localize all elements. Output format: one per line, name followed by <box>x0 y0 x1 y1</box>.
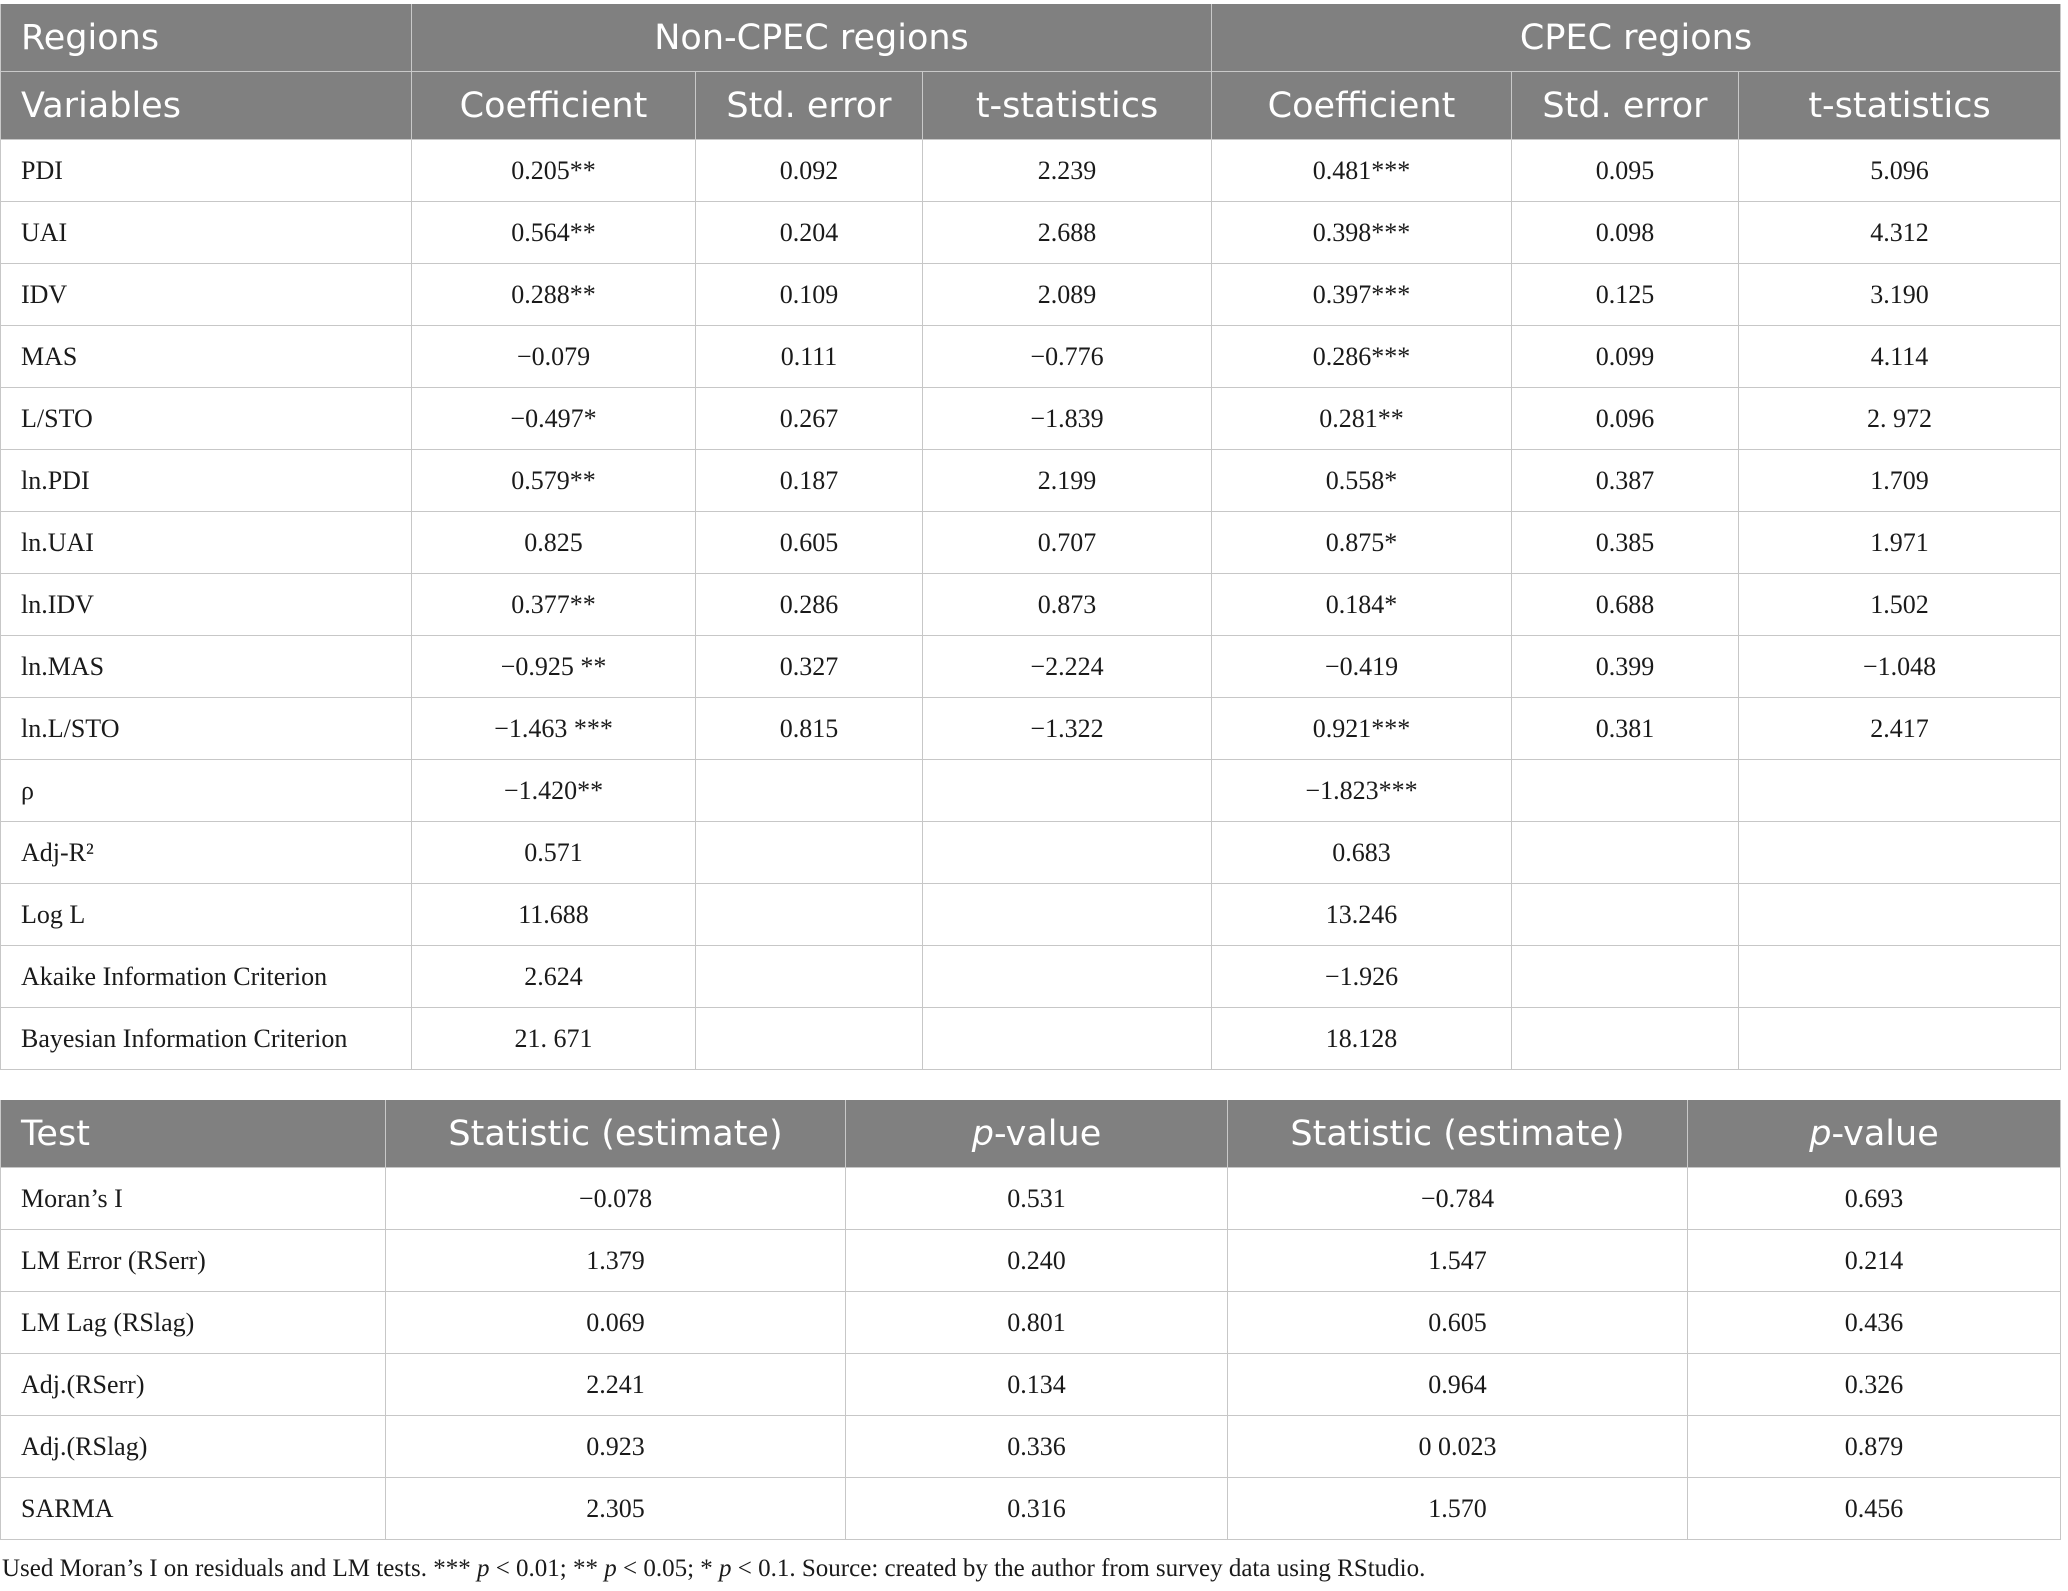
table-row <box>1 760 2061 822</box>
table-cell: 0.801 <box>846 1292 1228 1354</box>
table-cell: 3.190 <box>1739 264 2061 326</box>
table-cell: −0.925 ** <box>412 636 696 698</box>
table-cell <box>696 822 923 884</box>
table-cell: 0.092 <box>696 140 923 202</box>
table-cell <box>1512 822 1739 884</box>
table-cell: 0.240 <box>846 1230 1228 1292</box>
table-cell: 0.397*** <box>1212 264 1512 326</box>
row-label: ln.PDI <box>1 450 412 512</box>
row-label: Adj.(RSlag) <box>1 1416 386 1478</box>
table-cell <box>696 884 923 946</box>
non-cpec-t-statistics-header: t-statistics <box>923 72 1212 140</box>
table-cell: 0.288** <box>412 264 696 326</box>
table-row <box>1 1168 2061 1230</box>
footnote-p: p <box>604 1555 617 1582</box>
table-cell: −0.784 <box>1228 1168 1688 1230</box>
footnote-text-2: < 0.01; ** <box>489 1555 605 1582</box>
table-cell: 0.316 <box>846 1478 1228 1540</box>
p-value-suffix: -value <box>993 1113 1102 1154</box>
table-cell: 13.246 <box>1212 884 1512 946</box>
table-cell <box>1739 884 2061 946</box>
table-cell: 0.693 <box>1688 1168 2061 1230</box>
table-cell: 0.281** <box>1212 388 1512 450</box>
table-cell: 0.879 <box>1688 1416 2061 1478</box>
table-cell: 0.436 <box>1688 1292 2061 1354</box>
table-cell: 0.387 <box>1512 450 1739 512</box>
statistic-header-2: Statistic (estimate) <box>1228 1100 1688 1168</box>
table-cell: 2.199 <box>923 450 1212 512</box>
table-cell: 0.069 <box>386 1292 846 1354</box>
table-cell: 2.417 <box>1739 698 2061 760</box>
table-row <box>1 636 2061 698</box>
table-row <box>1 512 2061 574</box>
table-cell: 5.096 <box>1739 140 2061 202</box>
table-cell: −0.419 <box>1212 636 1512 698</box>
diagnostic-tests-body <box>1 1168 2061 1540</box>
table-cell: 0.096 <box>1512 388 1739 450</box>
table-cell: 0.815 <box>696 698 923 760</box>
cpec-std-error-header: Std. error <box>1512 72 1739 140</box>
p-italic: p <box>971 1113 994 1154</box>
table-cell: 0.125 <box>1512 264 1739 326</box>
row-label: IDV <box>1 264 412 326</box>
test-header: Test <box>1 1100 386 1168</box>
table-cell: −1.463 *** <box>412 698 696 760</box>
table-cell: −2.224 <box>923 636 1212 698</box>
table-cell: 0.707 <box>923 512 1212 574</box>
cpec-coefficient-header: Coefficient <box>1212 72 1512 140</box>
table-cell: 0.187 <box>696 450 923 512</box>
table-cell: 0.605 <box>1228 1292 1688 1354</box>
table-cell: 0.286*** <box>1212 326 1512 388</box>
table-cell <box>696 1008 923 1070</box>
p-italic: p <box>1809 1113 1832 1154</box>
table-cell: 0.109 <box>696 264 923 326</box>
header-row-regions <box>1 4 2061 72</box>
table-row <box>1 1230 2061 1292</box>
table-cell: 0.481*** <box>1212 140 1512 202</box>
p-value-suffix: -value <box>1831 1113 1939 1154</box>
table-cell: 0.205** <box>412 140 696 202</box>
table-cell: 1.709 <box>1739 450 2061 512</box>
table-cell: −1.823*** <box>1212 760 1512 822</box>
table-cell: 18.128 <box>1212 1008 1512 1070</box>
table-row <box>1 1478 2061 1540</box>
table-row <box>1 264 2061 326</box>
non-cpec-group-header: Non-CPEC regions <box>412 4 1212 72</box>
table-cell: 0.184* <box>1212 574 1512 636</box>
table-cell: −0.776 <box>923 326 1212 388</box>
table-cell: 0.531 <box>846 1168 1228 1230</box>
table-row <box>1 450 2061 512</box>
non-cpec-std-error-header: Std. error <box>696 72 923 140</box>
cpec-group-header: CPEC regions <box>1212 4 2061 72</box>
footnote-text-1: Used Moran’s I on residuals and LM tests. *** <box>2 1555 477 1582</box>
row-label: Moran’s I <box>1 1168 386 1230</box>
table-cell: 1.971 <box>1739 512 2061 574</box>
table-cell: 2.688 <box>923 202 1212 264</box>
regression-tables <box>0 4 2060 1583</box>
table-row <box>1 884 2061 946</box>
table-cell: 0.564** <box>412 202 696 264</box>
row-label: LM Error (RSerr) <box>1 1230 386 1292</box>
spatial-regression-body <box>1 140 2061 1070</box>
table-row <box>1 1416 2061 1478</box>
footnote-text-4: < 0.1. Source: created by the author from survey data using RStudio. <box>731 1555 1426 1582</box>
table-row <box>1 202 2061 264</box>
table-cell: 0.558* <box>1212 450 1512 512</box>
table-cell <box>696 760 923 822</box>
p-value-header-1 <box>846 1100 1228 1168</box>
table-cell: 0.923 <box>386 1416 846 1478</box>
footnote-p: p <box>476 1555 490 1582</box>
table-cell <box>1512 884 1739 946</box>
table-row <box>1 140 2061 202</box>
row-label: Adj-R² <box>1 822 412 884</box>
table-cell: 1.502 <box>1739 574 2061 636</box>
table-cell: 2. 972 <box>1739 388 2061 450</box>
table-cell <box>1739 1008 2061 1070</box>
tests-header-row <box>1 1100 2061 1168</box>
table-cell: 1.570 <box>1228 1478 1688 1540</box>
table-cell: 0.326 <box>1688 1354 2061 1416</box>
variables-header: Variables <box>1 72 412 140</box>
table-cell <box>1739 946 2061 1008</box>
table-cell: −1.420** <box>412 760 696 822</box>
row-label: Akaike Information Criterion <box>1 946 412 1008</box>
table-cell: 21. 671 <box>412 1008 696 1070</box>
row-label: Bayesian Information Criterion <box>1 1008 412 1070</box>
p-value-header-2 <box>1688 1100 2061 1168</box>
table-cell: 0.385 <box>1512 512 1739 574</box>
table-cell: 4.114 <box>1739 326 2061 388</box>
statistic-header-1: Statistic (estimate) <box>386 1100 846 1168</box>
table-cell <box>1512 760 1739 822</box>
row-label: PDI <box>1 140 412 202</box>
table-cell: −1.926 <box>1212 946 1512 1008</box>
table-cell <box>923 884 1212 946</box>
row-label: ln.IDV <box>1 574 412 636</box>
table-cell: 0.286 <box>696 574 923 636</box>
table-cell: 0.399 <box>1512 636 1739 698</box>
table-cell: 0 0.023 <box>1228 1416 1688 1478</box>
table-cell: 2.239 <box>923 140 1212 202</box>
table-cell: −1.322 <box>923 698 1212 760</box>
table-row <box>1 1292 2061 1354</box>
table-cell <box>923 760 1212 822</box>
table-cell: 0.688 <box>1512 574 1739 636</box>
table-cell: 0.456 <box>1688 1478 2061 1540</box>
table-cell: 1.547 <box>1228 1230 1688 1292</box>
table-cell <box>923 946 1212 1008</box>
table-cell: 0.336 <box>846 1416 1228 1478</box>
table-row <box>1 326 2061 388</box>
table-cell: 0.875* <box>1212 512 1512 574</box>
row-label: Adj.(RSerr) <box>1 1354 386 1416</box>
table-cell: −0.079 <box>412 326 696 388</box>
table-cell <box>1512 946 1739 1008</box>
footnote-text-3: < 0.05; * <box>616 1555 720 1582</box>
table-row <box>1 1008 2061 1070</box>
table-row <box>1 1354 2061 1416</box>
table-cell: 0.214 <box>1688 1230 2061 1292</box>
table-cell: 2.305 <box>386 1478 846 1540</box>
table-cell: −1.839 <box>923 388 1212 450</box>
table-cell: 0.098 <box>1512 202 1739 264</box>
cpec-t-statistics-header: t-statistics <box>1739 72 2061 140</box>
row-label: UAI <box>1 202 412 264</box>
table-cell: 0.111 <box>696 326 923 388</box>
table-cell <box>923 1008 1212 1070</box>
table-row <box>1 822 2061 884</box>
row-label: SARMA <box>1 1478 386 1540</box>
row-label: L/STO <box>1 388 412 450</box>
table-row <box>1 388 2061 450</box>
row-label: ρ <box>1 760 412 822</box>
table-row <box>1 698 2061 760</box>
table-cell: 0.381 <box>1512 698 1739 760</box>
table-cell: 0.571 <box>412 822 696 884</box>
table-cell <box>1739 760 2061 822</box>
table-cell: 0.204 <box>696 202 923 264</box>
table-row <box>1 574 2061 636</box>
row-label: Log L <box>1 884 412 946</box>
row-label: ln.MAS <box>1 636 412 698</box>
table-cell: 0.605 <box>696 512 923 574</box>
table-cell: 0.825 <box>412 512 696 574</box>
table-cell: 2.624 <box>412 946 696 1008</box>
table-cell: 0.267 <box>696 388 923 450</box>
row-label: ln.L/STO <box>1 698 412 760</box>
table-cell: 0.377** <box>412 574 696 636</box>
table-cell: 0.095 <box>1512 140 1739 202</box>
table-row <box>1 946 2061 1008</box>
table-cell: 0.134 <box>846 1354 1228 1416</box>
table-cell <box>1512 1008 1739 1070</box>
table-cell: −0.497* <box>412 388 696 450</box>
table-cell: 0.964 <box>1228 1354 1688 1416</box>
table-cell <box>696 946 923 1008</box>
table-cell: 0.398*** <box>1212 202 1512 264</box>
row-label: LM Lag (RSlag) <box>1 1292 386 1354</box>
table-cell: 0.873 <box>923 574 1212 636</box>
row-label: MAS <box>1 326 412 388</box>
table-cell: 2.089 <box>923 264 1212 326</box>
regions-header: Regions <box>1 4 412 72</box>
row-label: ln.UAI <box>1 512 412 574</box>
table-footnote <box>0 1555 2060 1583</box>
table-cell: 0.683 <box>1212 822 1512 884</box>
table-cell: 1.379 <box>386 1230 846 1292</box>
spatial-regression-table <box>0 4 2061 1070</box>
table-cell <box>923 822 1212 884</box>
table-cell <box>1739 822 2061 884</box>
table-cell: 11.688 <box>412 884 696 946</box>
non-cpec-coefficient-header: Coefficient <box>412 72 696 140</box>
table-cell: 0.579** <box>412 450 696 512</box>
table-cell: 0.099 <box>1512 326 1739 388</box>
table-cell: 2.241 <box>386 1354 846 1416</box>
table-cell: 0.921*** <box>1212 698 1512 760</box>
table-cell: 0.327 <box>696 636 923 698</box>
table-cell: 4.312 <box>1739 202 2061 264</box>
table-cell: −1.048 <box>1739 636 2061 698</box>
diagnostic-tests-table <box>0 1100 2061 1540</box>
footnote-p: p <box>719 1555 732 1582</box>
header-row-variables <box>1 72 2061 140</box>
table-cell: −0.078 <box>386 1168 846 1230</box>
